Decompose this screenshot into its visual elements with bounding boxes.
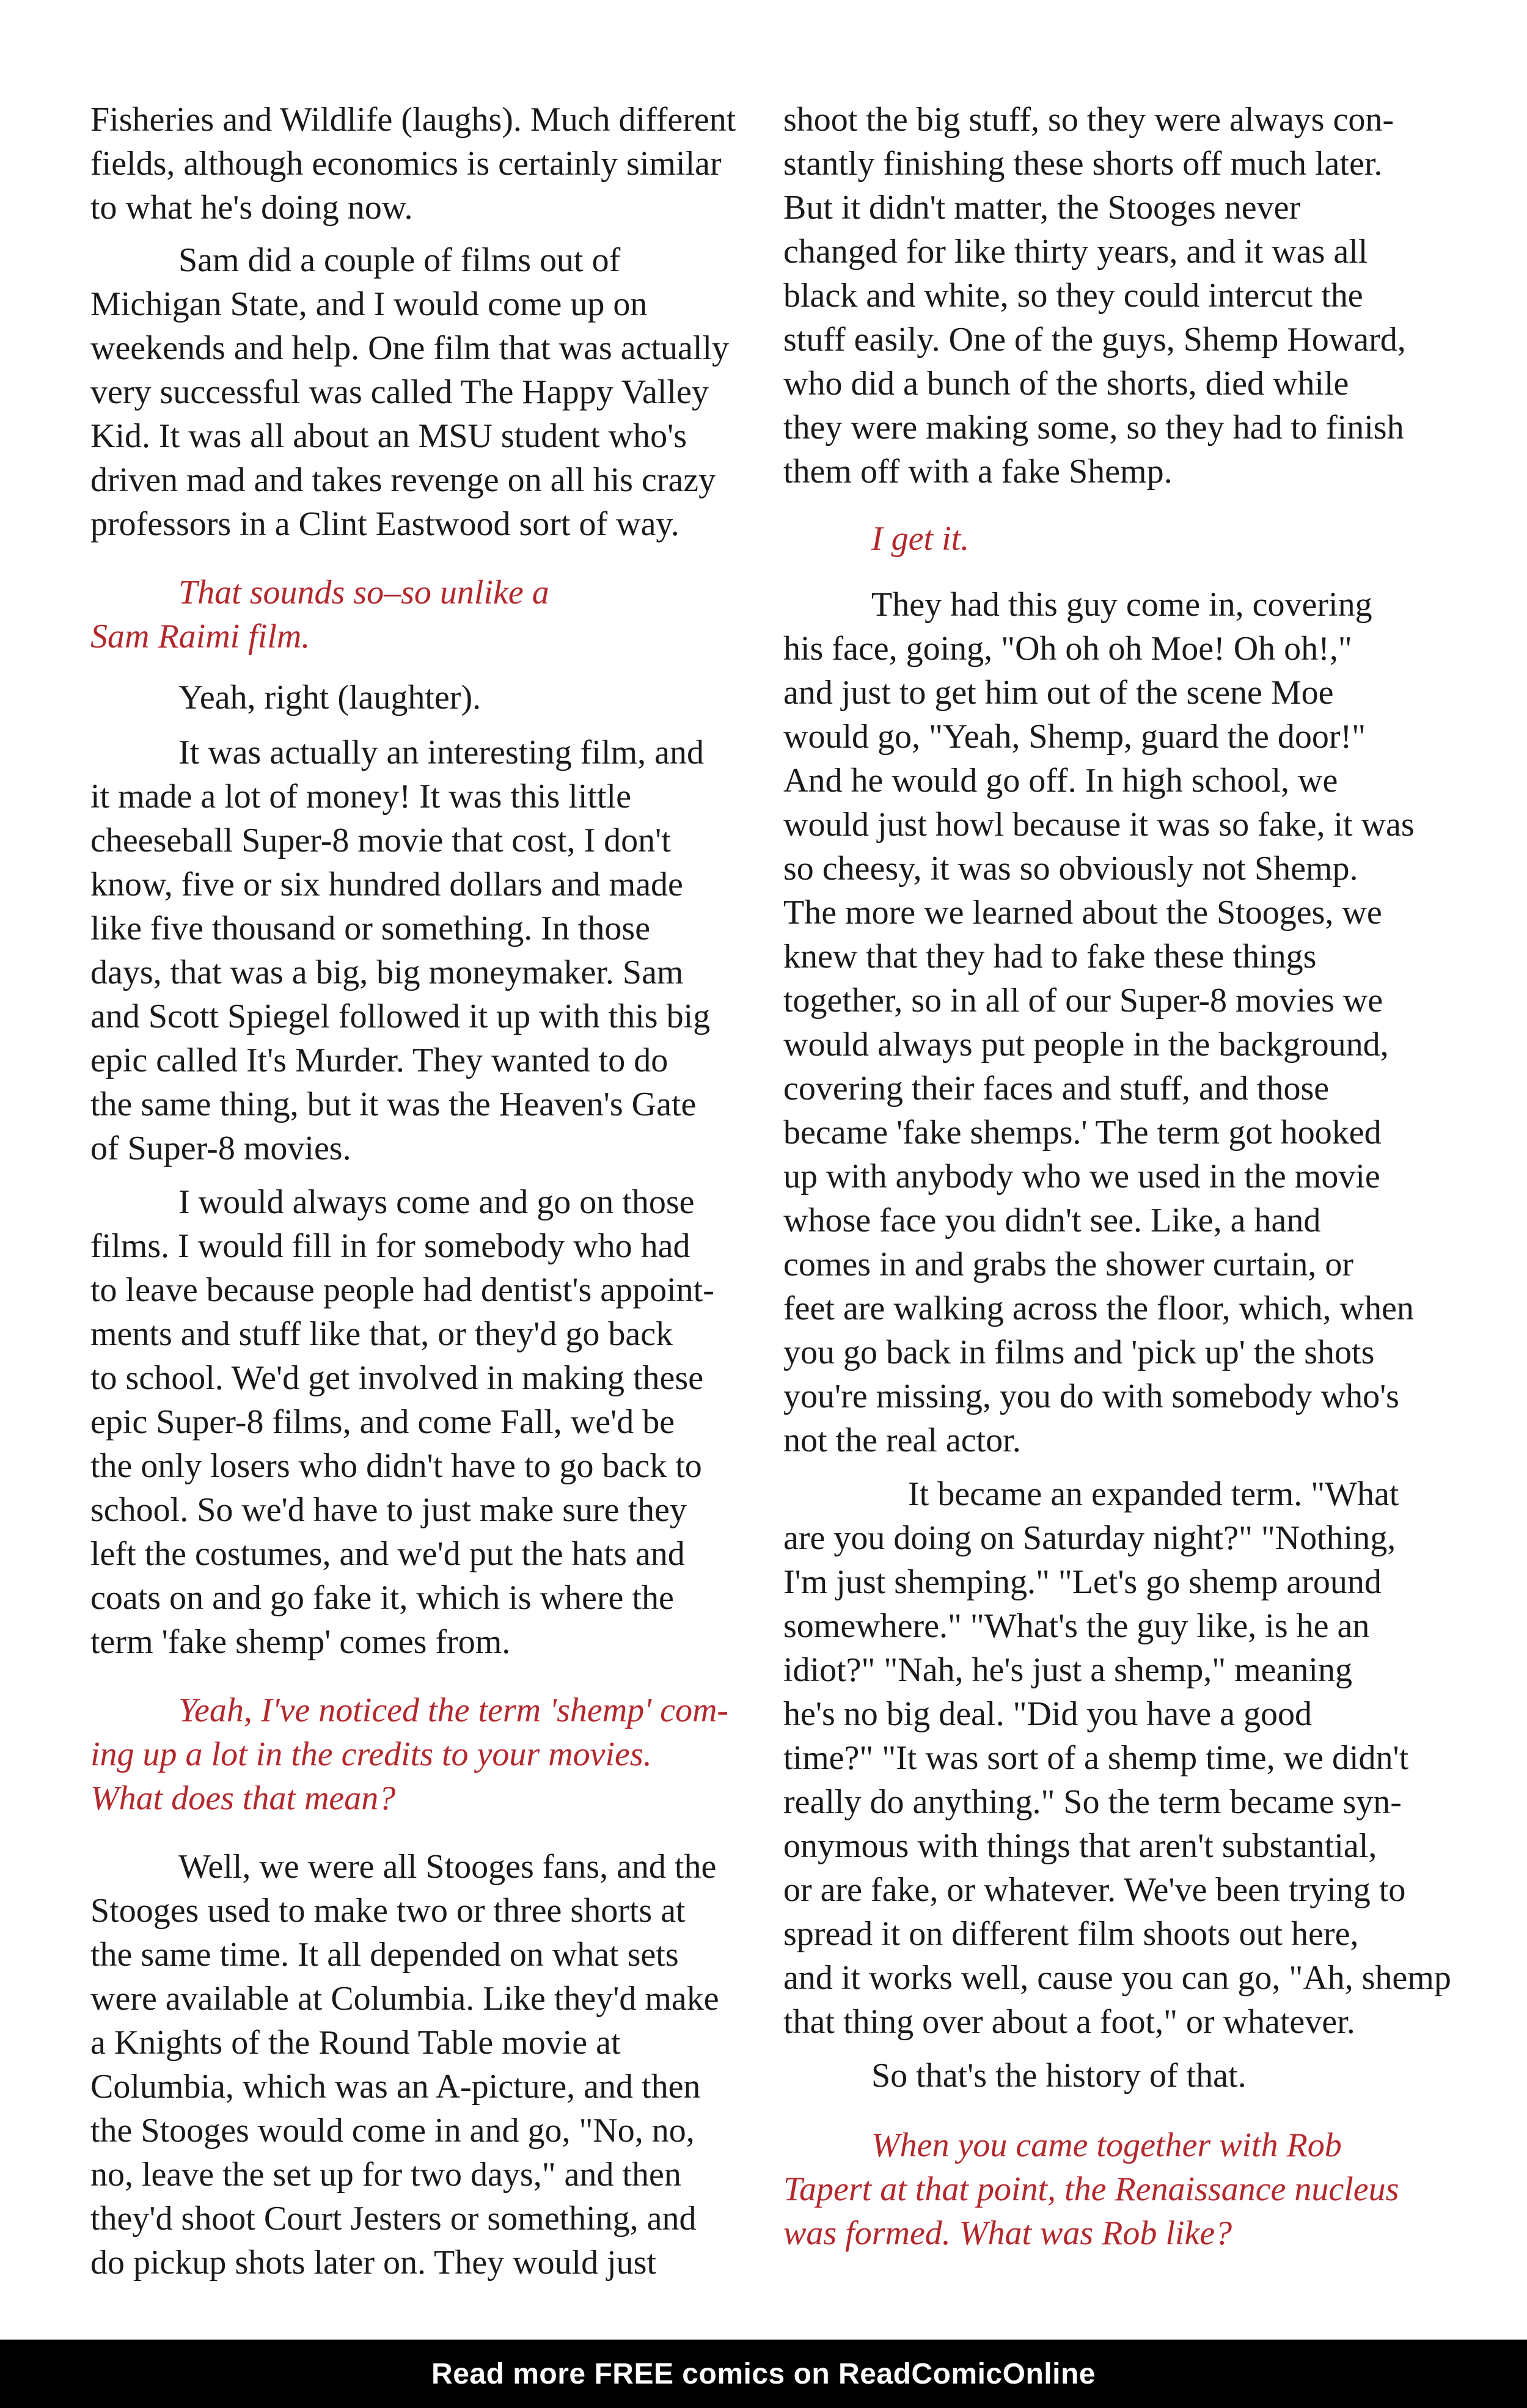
text-line: together, so in all of our Super-8 movies we [783, 982, 1383, 1020]
text-line: So that's the history of that. [871, 2057, 1247, 2095]
text-line: whose face you didn't see. Like, a hand [783, 1202, 1321, 1239]
text-line: somewhere." "What's the guy like, is he an [783, 1607, 1370, 1645]
text-line: onymous with things that aren't substantial, [783, 1827, 1377, 1865]
text-line: left the costumes, and we'd put the hats and [90, 1535, 685, 1573]
question-line: Yeah, I've noticed the term 'shemp' com- [178, 1691, 729, 1729]
text-line: and Scott Spiegel followed it up with this big [90, 998, 711, 1035]
text-line: would just howl because it was so fake, it was [783, 806, 1415, 844]
text-line: would always put people in the background, [783, 1026, 1389, 1064]
text-line: you go back in films and 'pick up' the shots [783, 1334, 1375, 1371]
text-line: I'm just shemping." "Let's go shemp around [783, 1563, 1382, 1601]
text-line: Fisheries and Wildlife (laughs). Much different [90, 101, 736, 139]
text-line: stuff easily. One of the guys, Shemp Howard, [783, 321, 1406, 359]
text-line: the same time. It all depended on what sets [90, 1936, 679, 1974]
text-line: cheeseball Super-8 movie that cost, I don't [90, 822, 671, 859]
text-line: knew that they had to fake these things [783, 938, 1317, 976]
text-line: And he would go off. In high school, we [783, 762, 1338, 800]
text-line: the only losers who didn't have to go back to [90, 1447, 702, 1485]
text-line: or are fake, or whatever. We've been trying to [783, 1871, 1406, 1909]
text-line: idiot?" "Nah, he's just a shemp," meaning [783, 1651, 1352, 1689]
text-line: a Knights of the Round Table movie at [90, 2024, 621, 2062]
text-line: But it didn't matter, the Stooges never [783, 189, 1301, 227]
question-line: was formed. What was Rob like? [783, 2214, 1232, 2252]
text-line: fields, although economics is certainly similar [90, 145, 722, 183]
text-line: really do anything." So the term became syn- [783, 1783, 1402, 1821]
text-line: no, leave the set up for two days," and then [90, 2156, 681, 2194]
text-line: comes in and grabs the shower curtain, or [783, 1246, 1354, 1283]
question-line: Sam Raimi film. [90, 618, 310, 655]
text-line: epic called It's Murder. They wanted to do [90, 1042, 668, 1079]
text-line: changed for like thirty years, and it was all [783, 233, 1368, 271]
text-line: Sam did a couple of films out of [178, 241, 621, 279]
text-line: are you doing on Saturday night?" "Nothing, [783, 1519, 1396, 1557]
text-line: his face, going, "Oh oh oh Moe! Oh oh!," [783, 630, 1352, 668]
text-line: coats on and go fake it, which is where the [90, 1579, 674, 1617]
text-line: he's no big deal. "Did you have a good [783, 1695, 1312, 1733]
text-line: you're missing, you do with somebody who's [783, 1377, 1399, 1415]
text-line: that thing over about a foot," or whatever. [783, 2003, 1355, 2041]
text-line: professors in a Clint Eastwood sort of way. [90, 505, 679, 543]
text-line: Columbia, which was an A-picture, and then [90, 2068, 701, 2106]
text-line: black and white, so they could intercut the [783, 277, 1363, 315]
question-line: I get it. [871, 520, 970, 558]
question-line: ing up a lot in the credits to your movies. [90, 1735, 652, 1773]
text-line: the same thing, but it was the Heaven's Gate [90, 1085, 697, 1123]
text-line: shoot the big stuff, so they were always con- [783, 101, 1394, 139]
text-line: to leave because people had dentist's appoint- [90, 1271, 714, 1309]
question-line: What does that mean? [90, 1779, 396, 1817]
text-line: to what he's doing now. [90, 189, 413, 227]
text-line: weekends and help. One film that was actually [90, 329, 729, 367]
text-line: films. I would fill in for somebody who had [90, 1227, 690, 1265]
text-line: not the real actor. [783, 1421, 1021, 1459]
text-line: days, that was a big, big moneymaker. Sam [90, 954, 684, 991]
text-line: they were making some, so they had to finish [783, 409, 1404, 447]
text-line: and it works well, cause you can go, "Ah, shemp [783, 1959, 1451, 1997]
text-line: Stooges used to make two or three shorts at [90, 1892, 686, 1930]
text-line: them off with a fake Shemp. [783, 453, 1173, 491]
text-line: stantly finishing these shorts off much later. [783, 145, 1383, 183]
text-line: who did a bunch of the shorts, died while [783, 365, 1349, 403]
text-line: so cheesy, it was so obviously not Shemp. [783, 850, 1358, 888]
text-line: It became an expanded term. "What [908, 1475, 1399, 1513]
text-line: of Super-8 movies. [90, 1129, 351, 1167]
footer-banner[interactable] [0, 2340, 1527, 2408]
text-line: epic Super-8 films, and come Fall, we'd be [90, 1403, 675, 1441]
text-line: driven mad and takes revenge on all his crazy [90, 461, 716, 499]
text-line: The more we learned about the Stooges, we [783, 894, 1382, 932]
text-line: Yeah, right (laughter). [178, 679, 482, 717]
text-line: were available at Columbia. Like they'd make [90, 1980, 719, 2018]
text-line: Michigan State, and I would come up on [90, 285, 648, 323]
text-line: it made a lot of money! It was this little [90, 778, 631, 815]
text-line: term 'fake shemp' comes from. [90, 1623, 511, 1661]
text-line: know, five or six hundred dollars and made [90, 866, 683, 903]
text-line: I would always come and go on those [178, 1183, 695, 1221]
text-line: Kid. It was all about an MSU student who's [90, 417, 687, 455]
text-line: spread it on different film shoots out here, [783, 1915, 1359, 1953]
text-line: they'd shoot Court Jesters or something, and [90, 2200, 697, 2238]
question-line: That sounds so–so unlike a [178, 574, 549, 611]
text-line: covering their faces and stuff, and those [783, 1070, 1330, 1107]
text-line: time?" "It was sort of a shemp time, we didn't [783, 1739, 1409, 1777]
footer-link[interactable]: Read more FREE comics on ReadComicOnline [431, 2357, 1096, 2390]
text-line: Well, we were all Stooges fans, and the [178, 1848, 717, 1886]
question-line: Tapert at that point, the Renaissance nucleus [783, 2170, 1399, 2208]
text-line: very successful was called The Happy Valley [90, 373, 709, 411]
text-line: school. So we'd have to just make sure they [90, 1491, 687, 1529]
text-line: to school. We'd get involved in making these [90, 1359, 704, 1397]
text-line: do pickup shots later on. They would just [90, 2244, 656, 2282]
text-line: the Stooges would come in and go, "No, no, [90, 2112, 695, 2150]
text-line: up with anybody who we used in the movie [783, 1158, 1380, 1195]
text-line: and just to get him out of the scene Moe [783, 674, 1334, 712]
text-line: would go, "Yeah, Shemp, guard the door!" [783, 718, 1366, 756]
text-line: It was actually an interesting film, and [178, 734, 704, 772]
text-line: They had this guy come in, covering [871, 586, 1372, 624]
text-line: like five thousand or something. In those [90, 910, 651, 947]
question-line: When you came together with Rob [871, 2126, 1342, 2164]
text-line: ments and stuff like that, or they'd go back [90, 1315, 673, 1353]
text-line: feet are walking across the floor, which, when [783, 1290, 1414, 1327]
text-line: became 'fake shemps.' The term got hooked [783, 1114, 1382, 1151]
